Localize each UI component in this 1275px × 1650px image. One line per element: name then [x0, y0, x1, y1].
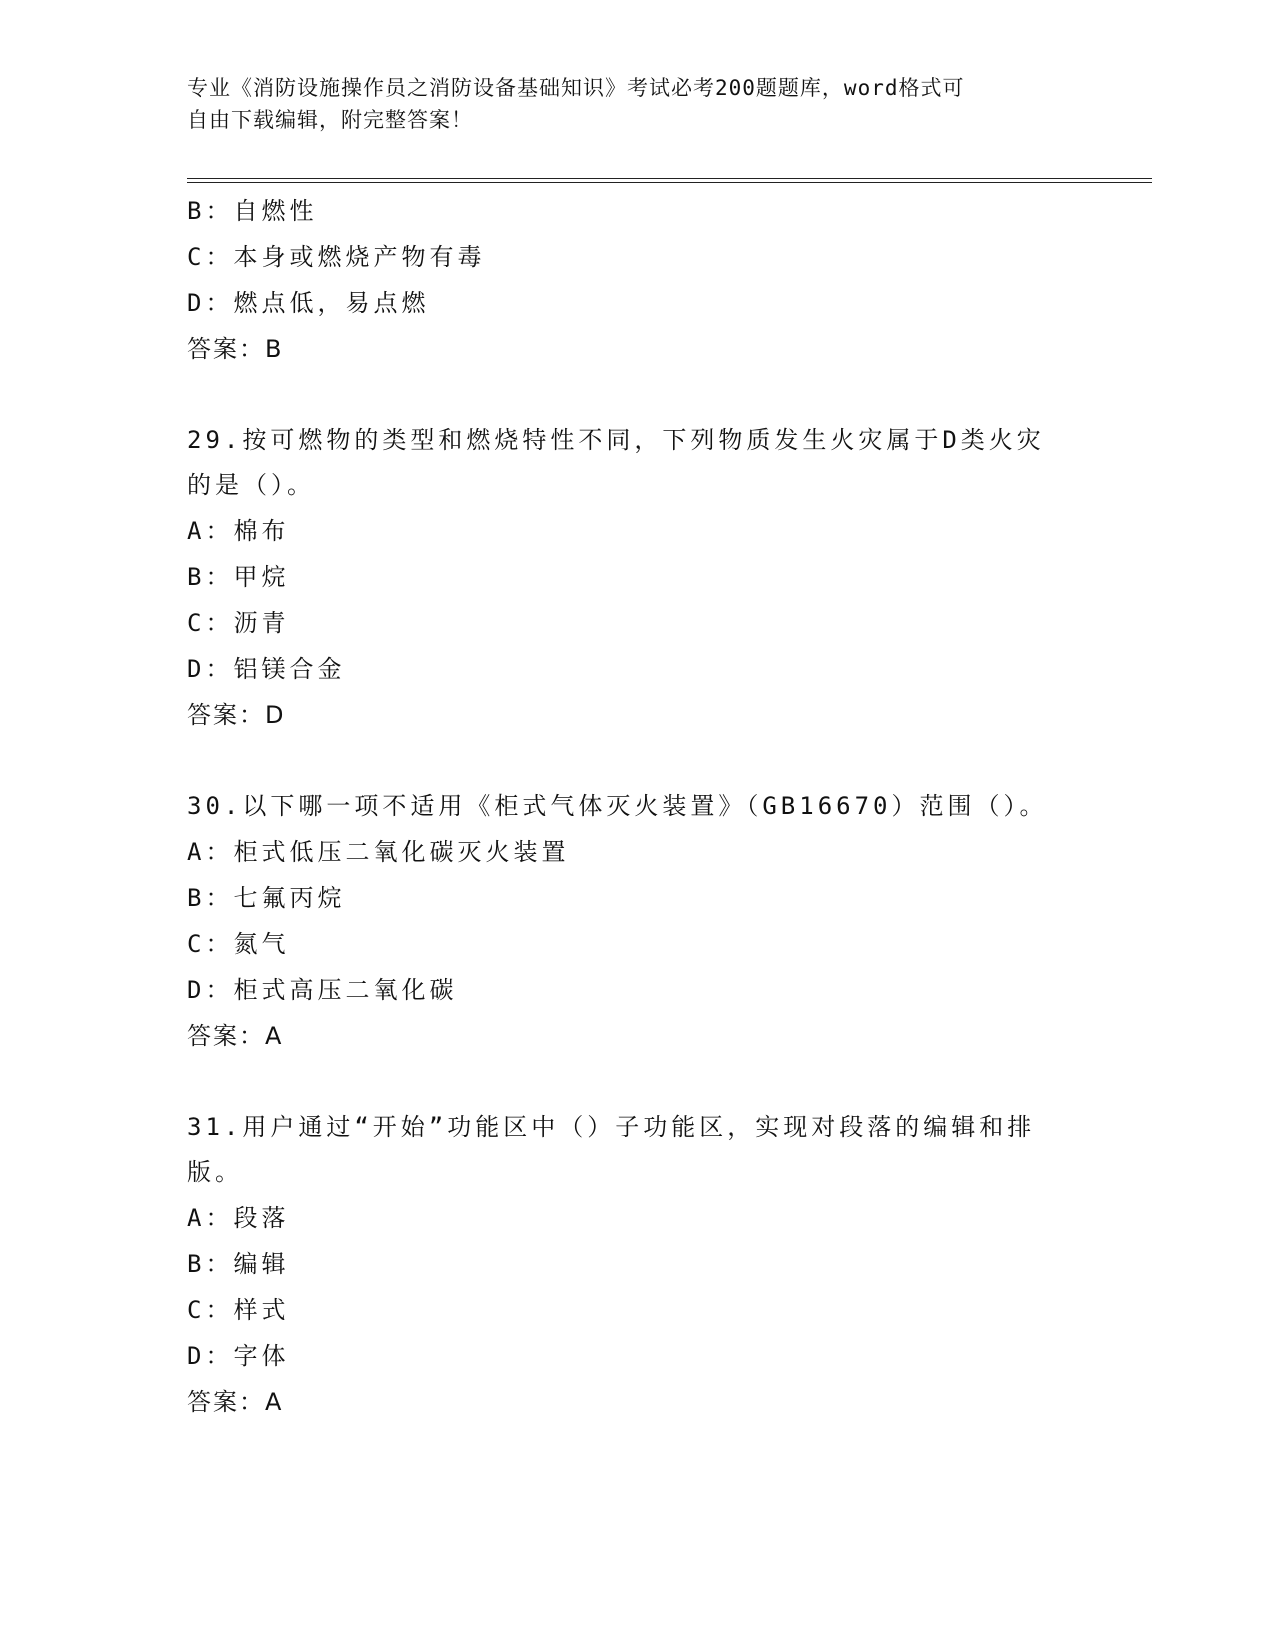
spacer	[187, 372, 1087, 418]
option-d: D：柜式高压二氧化碳	[187, 976, 458, 1004]
option-d: D：铝镁合金	[187, 655, 346, 683]
question-29	[187, 418, 1087, 738]
answer: 答案：A	[187, 1388, 284, 1416]
answer: 答案：B	[187, 335, 284, 363]
question-text: 29.按可燃物的类型和燃烧特性不同，下列物质发生火灾属于D类火灾的是（）。	[187, 426, 1045, 499]
option-c: C：本身或燃烧产物有毒	[187, 243, 486, 271]
document-header	[187, 72, 1067, 136]
option-a: A：段落	[187, 1204, 290, 1232]
option-b: B：编辑	[187, 1250, 290, 1278]
header-line-2: 自由下载编辑，附完整答案！	[187, 108, 473, 132]
spacer	[187, 738, 1087, 784]
option-c: C：氮气	[187, 930, 290, 958]
question-30	[187, 784, 1087, 1059]
answer: 答案：D	[187, 701, 286, 729]
option-d: D：字体	[187, 1342, 290, 1370]
option-a: A：棉布	[187, 517, 290, 545]
question-text: 30.以下哪一项不适用《柜式气体灭火装置》（GB16670）范围（）。	[187, 792, 1048, 820]
question-text: 31.用户通过“开始”功能区中（）子功能区，实现对段落的编辑和排版。	[187, 1113, 1036, 1186]
option-a: A：柜式低压二氧化碳灭火装置	[187, 838, 570, 866]
option-b: B：七氟丙烷	[187, 884, 346, 912]
option-d: D：燃点低，易点燃	[187, 289, 430, 317]
option-b: B：甲烷	[187, 563, 290, 591]
question-31	[187, 1105, 1087, 1425]
option-c: C：样式	[187, 1296, 290, 1324]
header-line-1: 专业《消防设施操作员之消防设备基础知识》考试必考200题题库，word格式可	[187, 76, 965, 100]
answer: 答案：A	[187, 1022, 284, 1050]
question-list	[187, 188, 1087, 1425]
option-b: B：自燃性	[187, 197, 318, 225]
question-28-tail	[187, 188, 1087, 372]
spacer	[187, 1059, 1087, 1105]
option-c: C：沥青	[187, 609, 290, 637]
header-divider	[187, 178, 1152, 183]
